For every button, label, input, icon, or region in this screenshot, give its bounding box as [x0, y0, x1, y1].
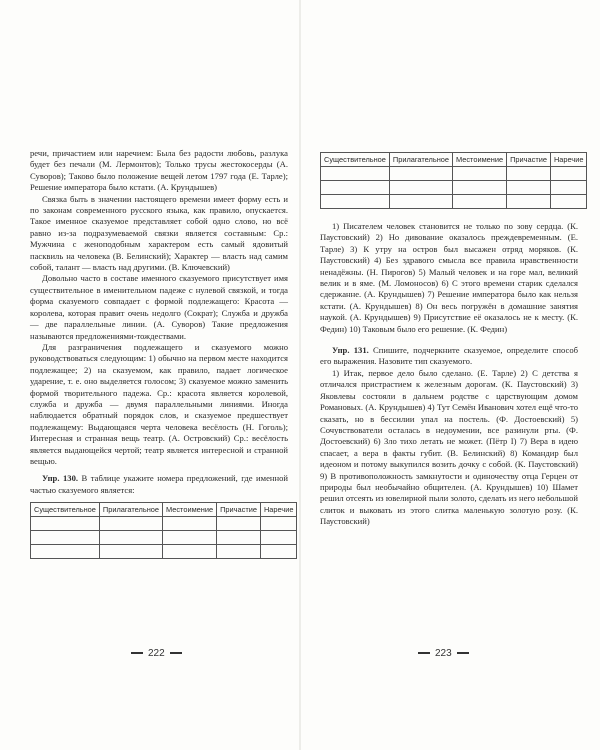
table-header: Причастие — [507, 153, 551, 167]
exercise-label: Упр. 131. — [332, 345, 369, 356]
paragraph: Связка быть в значении настоящего времени имеет форму есть и по законам современного русского языка, как правило, опускается. Такое именное сказуемое представляет собой одно слово, но всё равно из-за подразумеваемой связки является составным: Ср.: Мужчина с женоподобным характером есть самый ядовитый пасквиль на человека (В. Белинский); Характер — власть над самим собой, талант — власть над другими. (В. Ключевский) — [30, 193, 288, 273]
table-row — [31, 531, 297, 545]
exercise-heading: Спишите, подчеркните сказуемое, определите способ его выражения. Назовите тип сказуемого. — [320, 345, 578, 367]
exercise-130-sentences: 1) Писателем человек становится не только по зову сердца. (К. Паустовский) 2) Но дивование оказалось преждевременным. (Е. Тарле) 3) К утру на остров был высажен отряд моряков. (К. Паустовский) 4) Без здравого смысла все правила нравственности ненадёжны. (Н. Пирогов) 5) Малый человек и на горе мал, великий велик и в яме. (М. Ломоносов) 6) С этого времени старик сделался сдержанне. (А. Крундышев) 7) Решение императора было как нельзя кстати. (А. Крундышев) 8) Он весь погружён в домашние занятия наукой. (А. Крундышев) 9) Присутствие её оказалось не к месту. (К. Федин) 10) Таковым было его решение. (К. Федин) — [320, 221, 578, 334]
table-row — [321, 181, 587, 195]
paragraph: Довольно часто в составе именного сказуемого присутствует имя существительное в именительном падеже с нулевой связкой, и тогда форма сказуемого совпадает с формой подлежащего: Красота — королева, которая правит очень недолго (Сократ); Служба и дружба — две параллельные линии. (А. Суворов) Такие предложения называются предложениями-тождествами. — [30, 273, 288, 341]
table-header: Существительное — [31, 503, 100, 517]
table-row — [31, 545, 297, 559]
exercise-130 — [30, 473, 288, 496]
table-header: Местоимение — [453, 153, 507, 167]
table-row — [31, 517, 297, 531]
table-header: Прилагательное — [99, 503, 162, 517]
table-header: Местоимение — [163, 503, 217, 517]
page-number: 222 — [126, 648, 187, 659]
exercise-131 — [320, 345, 578, 368]
table-header: Причастие — [217, 503, 261, 517]
page-number: 223 — [413, 648, 474, 659]
table-row — [321, 195, 587, 209]
exercise-text: В таблице укажите номера предложений, где именной частью сказуемого является: — [30, 473, 288, 495]
right-page — [300, 0, 600, 750]
table-header: Прилагательное — [389, 153, 452, 167]
answer-table — [320, 152, 587, 209]
table-header: Существительное — [321, 153, 390, 167]
paragraph: Для разграничения подлежащего и сказуемого можно руководствоваться следующим: 1) обычно на первом месте находится подлежащее; 2) на сказуемом, как правило, падает логическое ударение, т. е. оно выделяется голосом; 3) сказуемое можно заменить формой творительного падежа. Ср.: красота является королевой, служба и дружба — двумя параллельными линиями. Иногда наблюдается обратный порядок слов, и сказуемое предшествует подлежащему: Выдающаяся черта человека весёлость (Н. Гоголь); Интересная и странная вещь театр. (А. Островский) Ср.: весёлость является выдающейся чертой; театр является интересной и странной вещью. — [30, 341, 288, 466]
paragraph: речи, причастием или наречием: Была без радости любовь, разлука будет без печали (М. Лермонтов); Только трусы жестокосерды (А. Суворов); Таково было положение вещей летом 1797 года (Е. Тарле); Решение императора было кстати. (А. Крундышев) — [30, 148, 288, 193]
answer-table — [30, 502, 297, 559]
exercise-131-sentences: 1) Итак, первое дело было сделано. (Е. Тарле) 2) С детства я отличался пристрастием к железным дорогам. (К. Паустовский) 3) Яковлевы состояли в дальнем родстве с царствующим домом Романовых. (А. Крундышев) 4) Тут Семён Иванович хотел ещё что-то сказать, но в бессилии упал на постель. (Ф. Достоевский) 5) Сочувствователи осталась в недоумении, все разинули рты. (Ф. Достоевский) 6) Зло тихо летать не может. (Пётр I) 7) Вера в идею спасает, а вера в факты губит. (В. Белинский) 8) Командир был идеоном и потому выкупился возить дочку с собой. (К. Паустовский) 9) В противоположность замкнутости и одиночеству отца Герцен от природы был необычайно общителен. (А. Крундышев) 10) Шамет решил отсеять из ювелирной пыли золото, сделать из него небольшой слиток и выковать из этого слитка маленькую золотую розу. (К. Паустовский) — [320, 367, 578, 527]
exercise-label: Упр. 130. — [42, 473, 79, 484]
table-header: Наречие — [550, 153, 587, 167]
table-header: Наречие — [260, 503, 297, 517]
table-row — [321, 167, 587, 181]
